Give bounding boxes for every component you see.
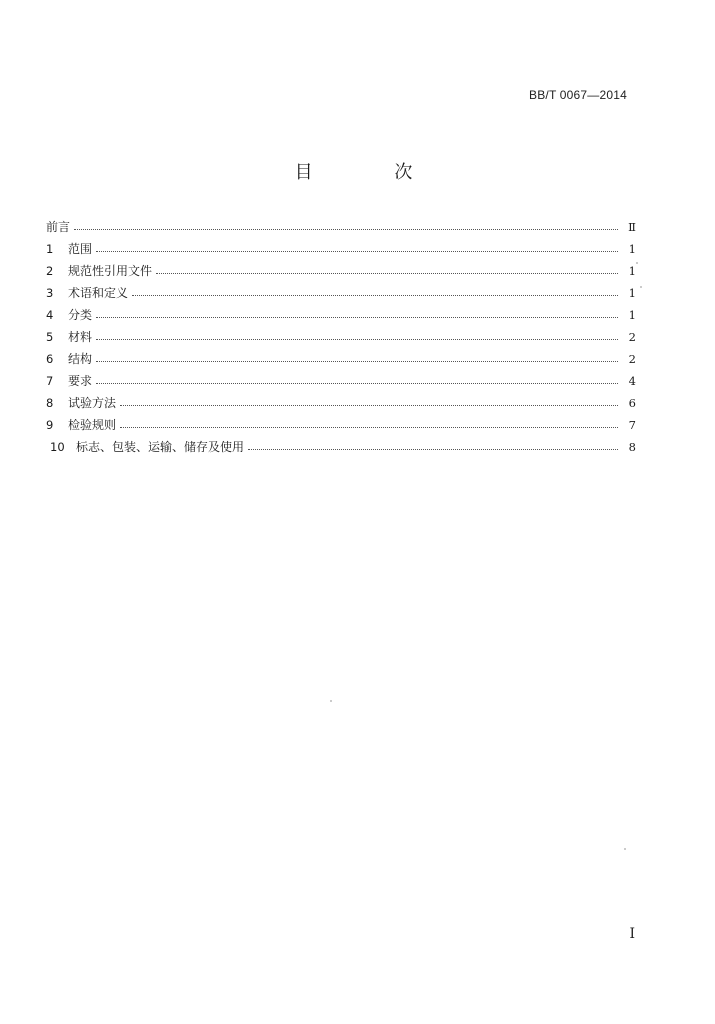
toc-entry-title: 术语和定义: [68, 286, 129, 300]
toc-entry-page: 8: [628, 440, 636, 454]
toc-entry-title: 结构: [68, 352, 93, 366]
dot-leader: [74, 229, 618, 230]
toc-entry-number: 6: [46, 352, 54, 366]
toc-entry-number: 2: [46, 264, 54, 278]
dot-leader: [96, 251, 618, 252]
toc-entry-page: 2: [628, 330, 636, 344]
toc-entry-number: 1: [46, 242, 54, 256]
toc-entry-classification[interactable]: [46, 300, 636, 322]
toc-entry-page: 1: [628, 308, 636, 322]
toc-entry-page: 6: [628, 396, 636, 410]
toc-entry-title: 试验方法: [68, 396, 117, 410]
toc-entry-number: 4: [46, 308, 54, 322]
toc-entry-page: 1: [628, 264, 636, 278]
toc-entry-title: 范围: [68, 242, 93, 256]
page-number: Ⅰ: [629, 926, 635, 942]
dot-leader: [156, 273, 618, 274]
toc-entry-title: 材料: [68, 330, 93, 344]
toc-entry-requirements[interactable]: [46, 366, 636, 388]
toc-entry-number: 9: [46, 418, 54, 432]
toc-entry-number: 10: [50, 440, 65, 454]
scan-speck: [636, 262, 638, 264]
toc-entry-page: 2: [628, 352, 636, 366]
toc-entry-inspection-rules[interactable]: [46, 410, 636, 432]
toc-entry-title: 前言: [46, 220, 71, 234]
toc-entry-number: 5: [46, 330, 54, 344]
toc-entry-number: 3: [46, 286, 54, 300]
toc-entry-title: 检验规则: [68, 418, 117, 432]
toc-entry-page: 1: [628, 242, 636, 256]
toc-entry-page: Ⅱ: [628, 220, 636, 234]
dot-leader: [132, 295, 618, 296]
toc-entry-foreword[interactable]: [46, 212, 636, 234]
toc-entry-page: 4: [628, 374, 636, 388]
toc-entry-terms-definitions[interactable]: [46, 278, 636, 300]
toc-entry-title: 标志、包装、运输、储存及使用: [76, 440, 245, 454]
dot-leader: [120, 405, 618, 406]
toc-title: 目 次: [294, 162, 451, 183]
toc-entry-title: 分类: [68, 308, 93, 322]
dot-leader: [248, 449, 618, 450]
toc-entry-test-methods[interactable]: [46, 388, 636, 410]
scan-speck: [330, 700, 332, 702]
document-code: BB/T 0067—2014: [529, 88, 627, 102]
scan-speck: [624, 848, 626, 850]
toc-entry-page: 7: [628, 418, 636, 432]
toc-entry-materials[interactable]: [46, 322, 636, 344]
table-of-contents: [46, 212, 636, 454]
dot-leader: [96, 317, 618, 318]
toc-entry-title: 规范性引用文件: [68, 264, 153, 278]
toc-entry-structure[interactable]: [46, 344, 636, 366]
toc-entry-scope[interactable]: [46, 234, 636, 256]
toc-entry-page: 1: [628, 286, 636, 300]
dot-leader: [96, 361, 618, 362]
toc-entry-marking-packaging[interactable]: [50, 432, 636, 454]
dot-leader: [120, 427, 618, 428]
toc-entry-number: 7: [46, 374, 54, 388]
toc-entry-normative-references[interactable]: [46, 256, 636, 278]
dot-leader: [96, 383, 618, 384]
toc-entry-title: 要求: [68, 374, 93, 388]
toc-entry-number: 8: [46, 396, 54, 410]
dot-leader: [96, 339, 618, 340]
scan-speck: [640, 286, 642, 288]
